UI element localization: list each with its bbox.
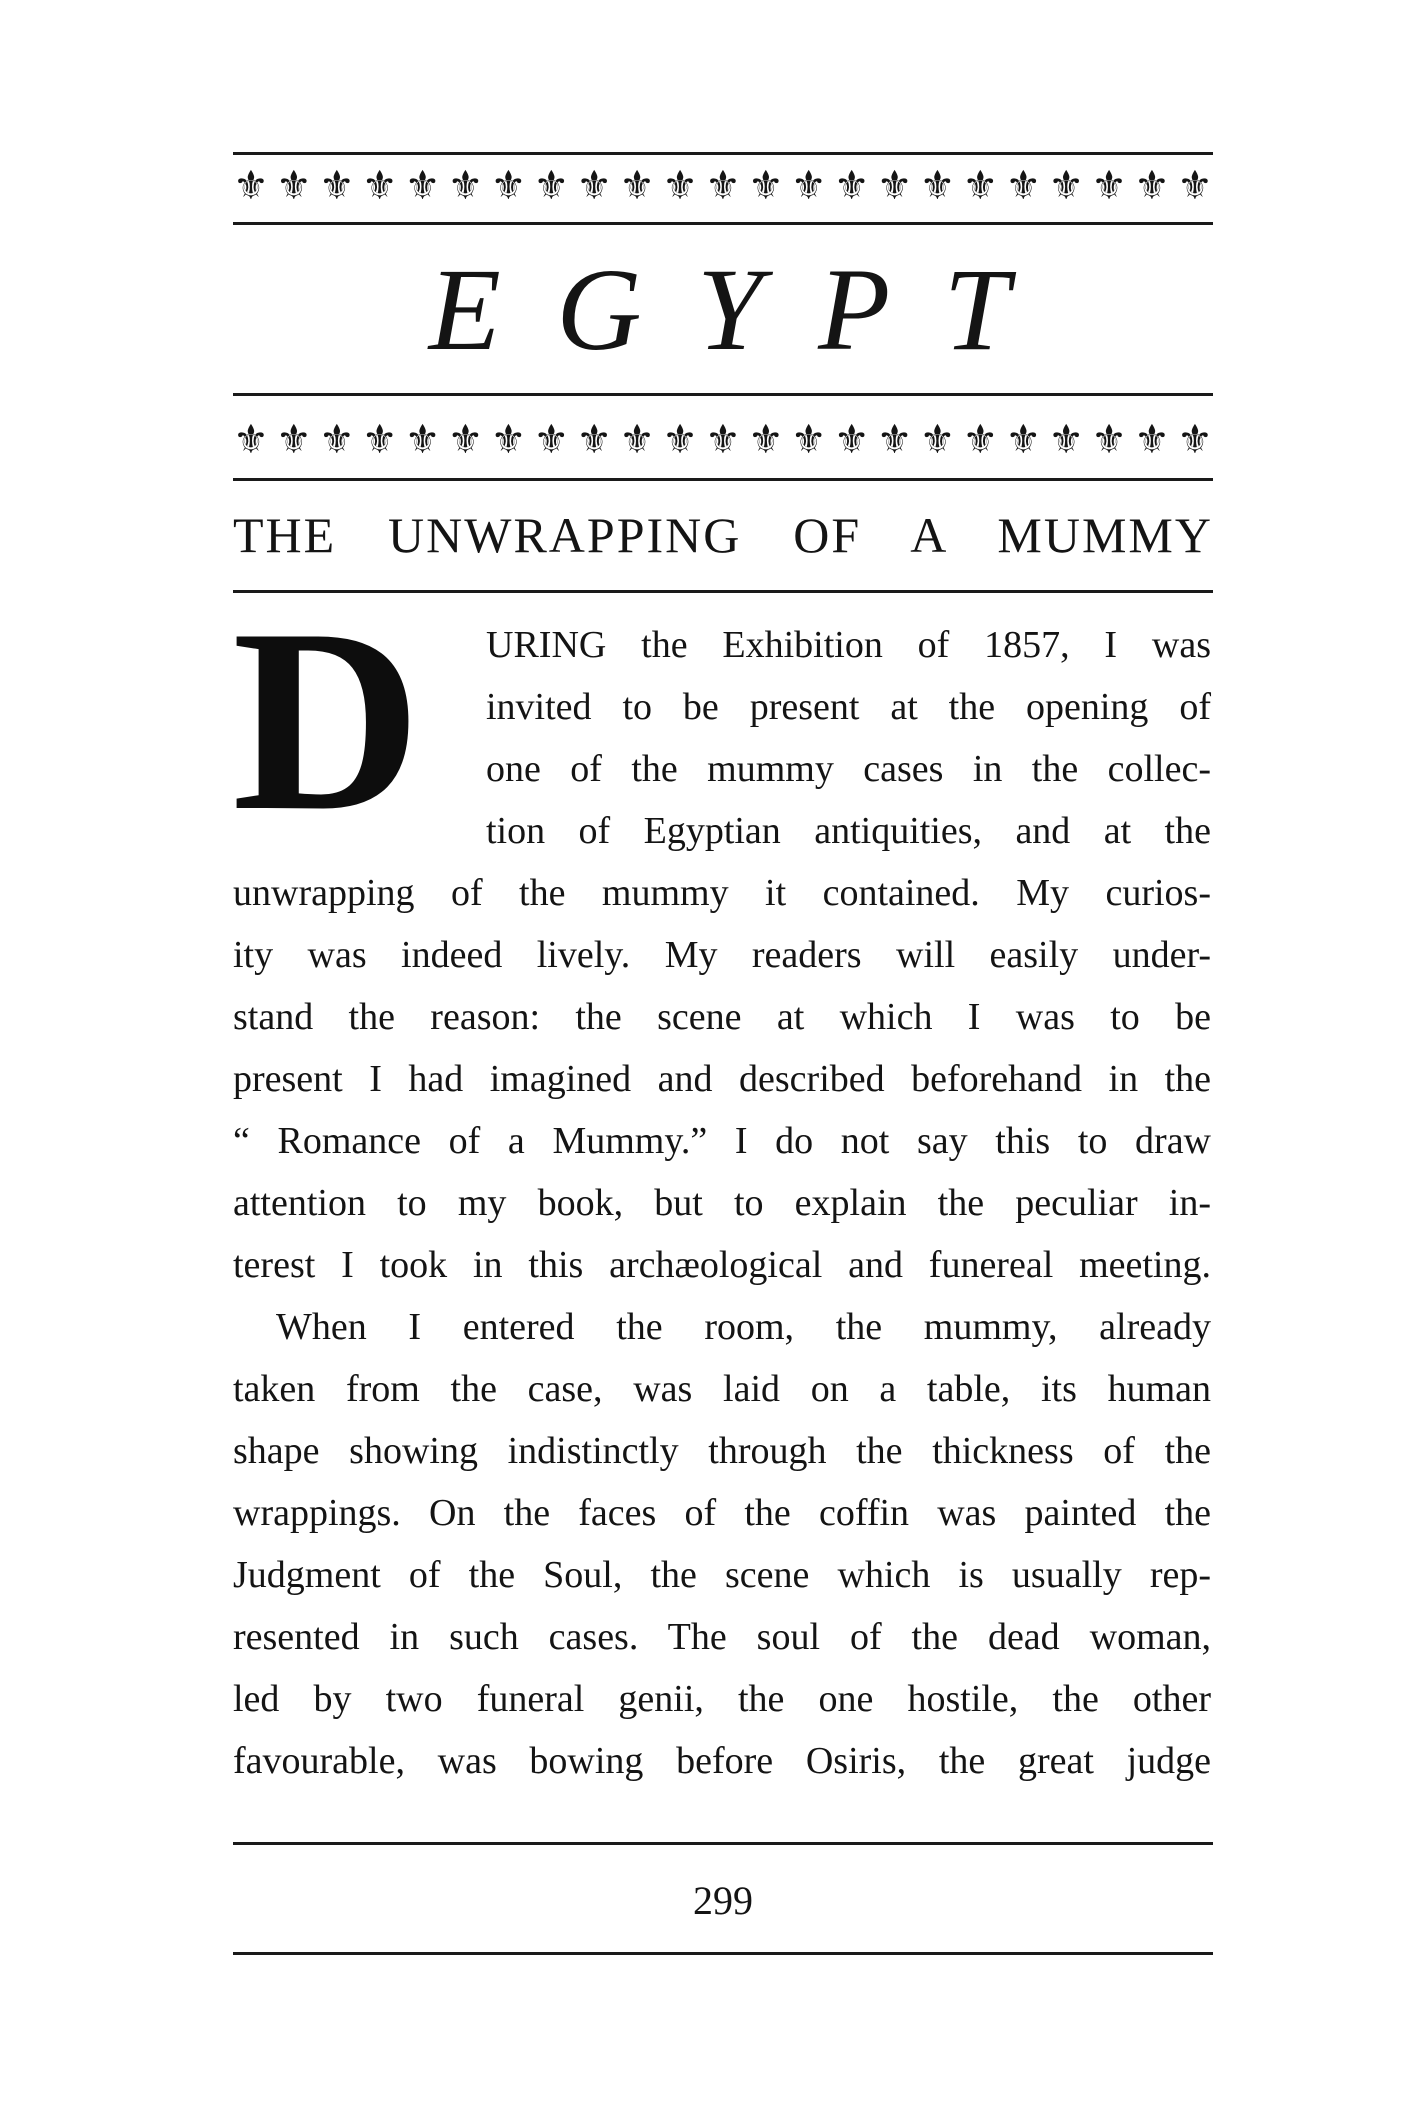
fleur-de-lis-icon: ⚜ bbox=[790, 417, 827, 463]
text-line: one of the mummy cases in the collec- bbox=[486, 748, 1211, 790]
fleur-de-lis-icon: ⚜ bbox=[1176, 163, 1213, 209]
fleur-de-lis-icon: ⚜ bbox=[361, 163, 398, 209]
text-line: stand the reason: the scene at which I was to be bbox=[233, 996, 1211, 1038]
fleur-de-lis-icon: ⚜ bbox=[619, 417, 656, 463]
footer-rule-bottom bbox=[233, 1952, 1213, 1955]
text-line: When I entered the room, the mummy, already bbox=[276, 1306, 1211, 1348]
fleur-de-lis-icon: ⚜ bbox=[1134, 163, 1170, 209]
fleur-de-lis-icon: ⚜ bbox=[790, 163, 827, 209]
fleur-de-lis-icon: ⚜ bbox=[533, 417, 570, 463]
fleur-de-lis-icon: ⚜ bbox=[747, 417, 784, 463]
fleur-de-lis-icon: ⚜ bbox=[318, 163, 355, 209]
fleur-de-lis-icon: ⚜ bbox=[919, 163, 956, 209]
text-line: unwrapping of the mummy it contained. My curios- bbox=[233, 872, 1211, 914]
fleur-de-lis-icon: ⚜ bbox=[404, 163, 441, 209]
fleur-de-lis-icon: ⚜ bbox=[962, 417, 999, 463]
fleur-de-lis-icon: ⚜ bbox=[533, 163, 570, 209]
fleur-de-lis-icon: ⚜ bbox=[404, 417, 441, 463]
fleur-de-lis-icon: ⚜ bbox=[1091, 417, 1127, 463]
fleur-de-lis-icon: ⚜ bbox=[233, 417, 269, 463]
text-line: invited to be present at the opening of bbox=[486, 686, 1211, 728]
fleur-de-lis-icon: ⚜ bbox=[1134, 417, 1170, 463]
text-line: tion of Egyptian antiquities, and at the bbox=[486, 810, 1211, 852]
fleur-de-lis-icon: ⚜ bbox=[962, 163, 999, 209]
fleur-de-lis-icon: ⚜ bbox=[361, 417, 398, 463]
fleur-de-lis-icon: ⚜ bbox=[747, 163, 784, 209]
section-title: THE UNWRAPPING OF A MUMMY bbox=[233, 507, 1213, 563]
fleur-de-lis-icon: ⚜ bbox=[619, 163, 656, 209]
top-rule bbox=[233, 152, 1213, 155]
ornament-rule-2 bbox=[233, 393, 1213, 396]
fleur-de-lis-icon: ⚜ bbox=[833, 417, 870, 463]
ornament-rule-3 bbox=[233, 478, 1213, 481]
text-line: terest I took in this archæological and funereal meeting. bbox=[233, 1244, 1211, 1286]
footer-rule-top bbox=[233, 1842, 1213, 1845]
fleur-de-lis-icon: ⚜ bbox=[318, 417, 355, 463]
fleur-de-lis-icon: ⚜ bbox=[275, 163, 312, 209]
text-line: wrappings. On the faces of the coffin was painted the bbox=[233, 1492, 1211, 1534]
fleur-de-lis-icon: ⚜ bbox=[447, 163, 484, 209]
text-line: URING the Exhibition of 1857, I was bbox=[486, 624, 1211, 666]
text-line: present I had imagined and described beforehand in the bbox=[233, 1058, 1211, 1100]
fleur-de-lis-icon: ⚜ bbox=[1048, 163, 1085, 209]
text-line: favourable, was bowing before Osiris, the great judge bbox=[233, 1740, 1211, 1782]
text-line: attention to my book, but to explain the peculiar in- bbox=[233, 1182, 1211, 1224]
fleur-de-lis-icon: ⚜ bbox=[576, 417, 613, 463]
fleur-de-lis-icon: ⚜ bbox=[490, 417, 527, 463]
drop-cap: D bbox=[232, 575, 422, 865]
ornament-rule-1 bbox=[233, 222, 1213, 225]
text-line: resented in such cases. The soul of the dead woman, bbox=[233, 1616, 1211, 1658]
page-number: 299 bbox=[693, 1878, 753, 1923]
text-line: Judgment of the Soul, the scene which is usually rep- bbox=[233, 1554, 1211, 1596]
fleur-de-lis-icon: ⚜ bbox=[833, 163, 870, 209]
fleur-de-lis-border-bottom bbox=[233, 412, 1213, 468]
text-line: shape showing indistinctly through the thickness of the bbox=[233, 1430, 1211, 1472]
text-line: ity was indeed lively. My readers will easily under- bbox=[233, 934, 1211, 976]
fleur-de-lis-icon: ⚜ bbox=[704, 163, 741, 209]
fleur-de-lis-icon: ⚜ bbox=[662, 417, 698, 463]
fleur-de-lis-icon: ⚜ bbox=[876, 417, 913, 463]
fleur-de-lis-icon: ⚜ bbox=[662, 163, 698, 209]
fleur-de-lis-border-top bbox=[233, 158, 1213, 214]
fleur-de-lis-icon: ⚜ bbox=[1091, 163, 1127, 209]
text-line: led by two funeral genii, the one hostile, the other bbox=[233, 1678, 1211, 1720]
fleur-de-lis-icon: ⚜ bbox=[1176, 417, 1213, 463]
fleur-de-lis-icon: ⚜ bbox=[233, 163, 269, 209]
fleur-de-lis-icon: ⚜ bbox=[876, 163, 913, 209]
fleur-de-lis-icon: ⚜ bbox=[576, 163, 613, 209]
fleur-de-lis-icon: ⚜ bbox=[919, 417, 956, 463]
fleur-de-lis-icon: ⚜ bbox=[490, 163, 527, 209]
fleur-de-lis-icon: ⚜ bbox=[275, 417, 312, 463]
chapter-title: E G Y P T bbox=[428, 244, 1018, 375]
fleur-de-lis-icon: ⚜ bbox=[704, 417, 741, 463]
fleur-de-lis-icon: ⚜ bbox=[1005, 163, 1042, 209]
fleur-de-lis-icon: ⚜ bbox=[1005, 417, 1042, 463]
fleur-de-lis-icon: ⚜ bbox=[1048, 417, 1085, 463]
fleur-de-lis-icon: ⚜ bbox=[447, 417, 484, 463]
text-line: “ Romance of a Mummy.” I do not say this to draw bbox=[233, 1120, 1211, 1162]
text-line: taken from the case, was laid on a table, its human bbox=[233, 1368, 1211, 1410]
